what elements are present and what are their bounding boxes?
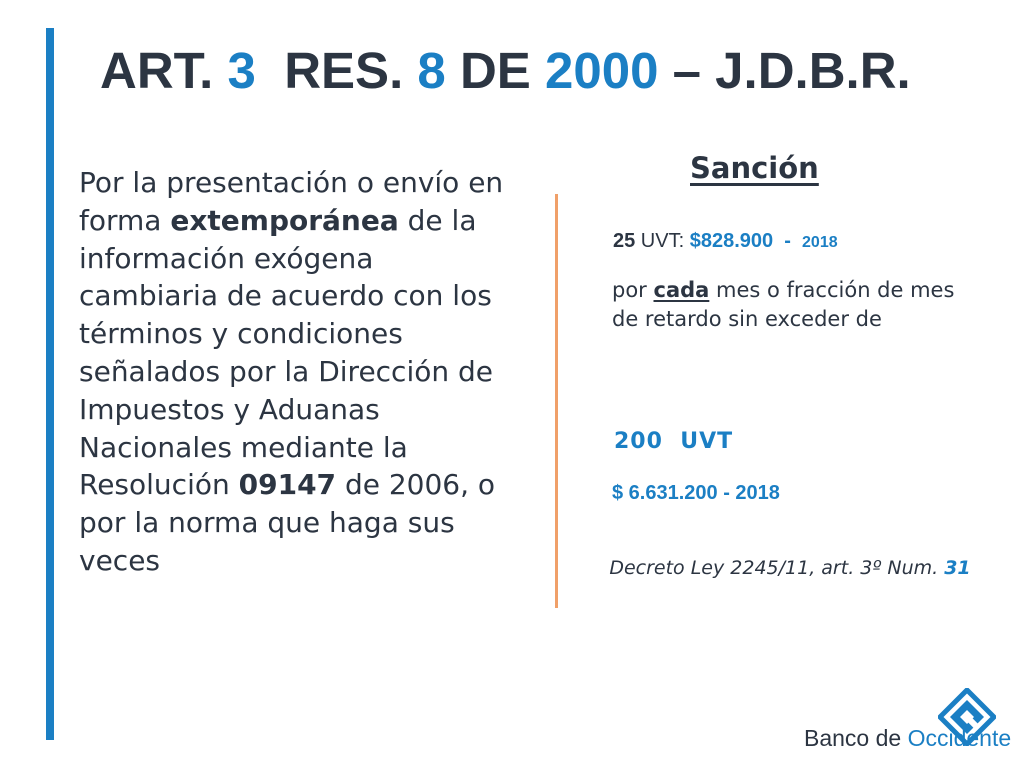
- decree-text: Decreto Ley 2245/11, art. 3º Num.: [609, 557, 945, 579]
- left-accent-bar: [46, 28, 54, 740]
- infraction-keyword-extemporanea: extemporánea: [170, 203, 399, 237]
- sanction-max-uvt: 200 UVT: [614, 429, 734, 454]
- sanction-uvt-amount: 25: [613, 230, 636, 252]
- title-part-1: ART.: [100, 42, 228, 99]
- slide-title: [100, 38, 911, 104]
- sanction-money-dash: -: [773, 230, 803, 252]
- title-part-4: – J.D.B.R.: [658, 42, 911, 99]
- infraction-text-2: de la información exógena cambiaria de acuerdo con los términos y condiciones señalados por la Dirección de Impuestos y Aduanas Nacionales mediante la Resolución: [79, 203, 494, 502]
- infraction-description: [79, 164, 509, 580]
- sanction-per-month-text: [612, 276, 972, 334]
- infraction-text-1: Por la presentación o envío en forma: [79, 166, 504, 237]
- decree-reference: [600, 555, 980, 582]
- bank-logo-text: [804, 724, 1011, 752]
- title-part-2: RES.: [255, 42, 418, 99]
- sanction-uvt-unit: UVT:: [635, 230, 690, 252]
- per-month-text-1: por: [612, 278, 654, 302]
- bank-logo: [804, 688, 1012, 758]
- per-month-text-2: mes o fracción de mes de retardo sin exceder de: [612, 278, 955, 331]
- sanction-heading: Sanción: [690, 151, 819, 185]
- title-resolution-number: 8: [417, 42, 446, 99]
- column-divider: [555, 194, 558, 608]
- sanction-max-money: $ 6.631.200 - 2018: [612, 482, 780, 504]
- resolution-number: 09147: [238, 468, 337, 502]
- per-month-keyword-cada: cada: [653, 278, 710, 302]
- bank-name-part-2: Occidente: [907, 725, 1012, 751]
- decree-number: 31: [944, 557, 971, 579]
- title-part-3: DE: [445, 42, 545, 99]
- sanction-uvt-line: [613, 228, 838, 256]
- title-year: 2000: [544, 42, 659, 99]
- sanction-money-value: $828.900: [689, 230, 774, 252]
- sanction-money-year: 2018: [802, 234, 838, 251]
- infraction-text-3: de 2006, o por la norma que haga sus veces: [79, 468, 496, 577]
- title-article-number: 3: [227, 42, 256, 99]
- bank-name-part-1: Banco de: [804, 725, 908, 751]
